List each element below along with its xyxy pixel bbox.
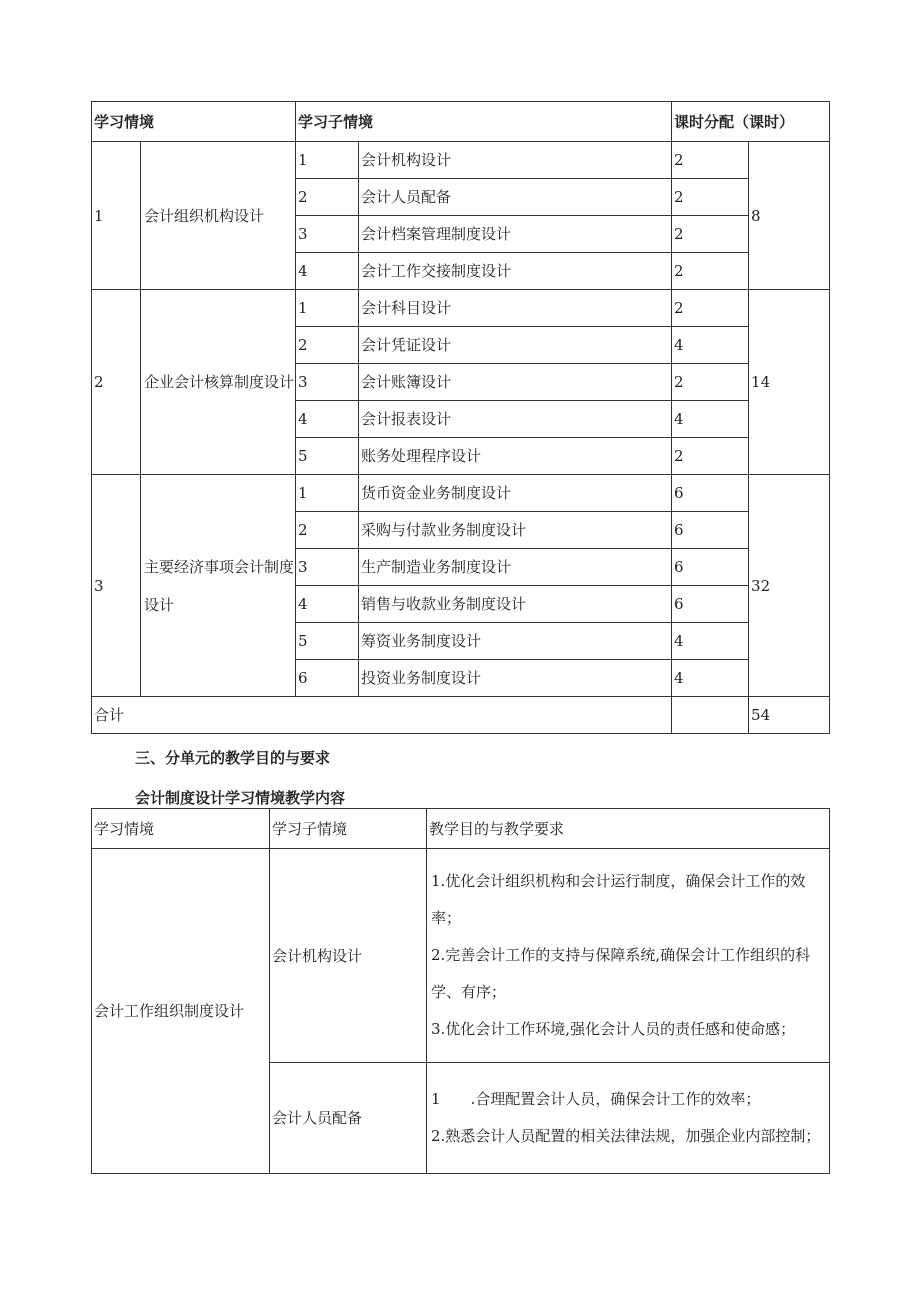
sub-situation-number: 5 — [296, 623, 359, 660]
situation-number: 2 — [92, 290, 141, 475]
sub-situation-name: 销售与收款业务制度设计 — [359, 586, 672, 623]
sub-situation-hours: 4 — [672, 327, 749, 364]
sub-situation-number: 3 — [296, 364, 359, 401]
sub-situation-name: 会计机构设计 — [359, 142, 672, 179]
header-situation: 学习情境 — [92, 102, 296, 142]
total-value: 54 — [749, 697, 830, 734]
sub-situation-name: 会计人员配备 — [359, 179, 672, 216]
sub-situation-number: 5 — [296, 438, 359, 475]
sub-situation-number: 1 — [296, 475, 359, 512]
header-sub-situation: 学习子情境 — [270, 809, 427, 849]
sub-situation-hours: 6 — [672, 549, 749, 586]
table-header-row — [92, 809, 830, 849]
sub-situation-hours: 6 — [672, 586, 749, 623]
section-heading: 三、分单元的教学目的与要求 — [135, 749, 331, 767]
sub-situation-number: 4 — [296, 586, 359, 623]
sub-situation-name: 会计科目设计 — [359, 290, 672, 327]
sub-situation-number: 4 — [296, 401, 359, 438]
course-hours-table — [91, 101, 830, 734]
situation-name: 主要经济事项会计制度设计 — [141, 475, 296, 697]
sub-situation-hours: 2 — [672, 179, 749, 216]
table-row — [92, 475, 830, 512]
sub-situation-hours: 2 — [672, 216, 749, 253]
sub-situation-name: 采购与付款业务制度设计 — [359, 512, 672, 549]
sub-situation-hours: 6 — [672, 512, 749, 549]
sub-situation-name: 会计凭证设计 — [359, 327, 672, 364]
requirement-item: 3.优化会计工作环境,强化会计人员的责任感和使命感； — [431, 1020, 796, 1038]
table-header-row — [92, 102, 830, 142]
sub-situation-hours: 2 — [672, 364, 749, 401]
sub-situation-cell: 会计人员配备 — [270, 1063, 427, 1174]
requirements-cell — [427, 1063, 830, 1174]
teaching-objectives-table — [91, 808, 830, 1174]
sub-heading: 会计制度设计学习情境教学内容 — [135, 789, 346, 807]
sub-situation-name: 会计工作交接制度设计 — [359, 253, 672, 290]
requirement-item: 2.完善会计工作的支持与保障系统,确保会计工作组织的科学、有序； — [431, 946, 811, 1001]
requirement-item: 1 .合理配置会计人员，确保会计工作的效率； — [431, 1090, 761, 1108]
total-blank-cell — [672, 697, 749, 734]
sub-situation-cell: 会计机构设计 — [270, 849, 427, 1063]
situation-name: 会计工作组织制度设计 — [94, 1002, 245, 1020]
sub-situation-number: 3 — [296, 216, 359, 253]
sub-situation-hours: 2 — [672, 290, 749, 327]
sub-situation-name: 生产制造业务制度设计 — [359, 549, 672, 586]
sub-situation-name: 投资业务制度设计 — [359, 660, 672, 697]
total-row — [92, 697, 830, 734]
sub-situation-name: 账务处理程序设计 — [359, 438, 672, 475]
sub-situation-hours: 6 — [672, 475, 749, 512]
header-hours: 课时分配（课时） — [672, 102, 830, 142]
situation-total-hours: 8 — [749, 142, 830, 290]
sub-situation-number: 2 — [296, 327, 359, 364]
sub-situation-number: 4 — [296, 253, 359, 290]
requirements-cell — [427, 849, 830, 1063]
sub-situation-name: 会计账簿设计 — [359, 364, 672, 401]
header-sub-situation: 学习子情境 — [296, 102, 672, 142]
table-row — [92, 142, 830, 179]
sub-situation-number: 1 — [296, 142, 359, 179]
situation-total-hours: 14 — [749, 290, 830, 475]
sub-situation-name: 货币资金业务制度设计 — [359, 475, 672, 512]
header-situation: 学习情境 — [92, 809, 270, 849]
situation-number: 1 — [92, 142, 141, 290]
situation-name: 企业会计核算制度设计 — [141, 290, 296, 475]
table-row — [92, 290, 830, 327]
situation-cell — [92, 849, 270, 1174]
situation-number: 3 — [92, 475, 141, 697]
sub-situation-hours: 2 — [672, 253, 749, 290]
sub-situation-number: 2 — [296, 512, 359, 549]
sub-situation-hours: 4 — [672, 401, 749, 438]
sub-situation-hours: 4 — [672, 660, 749, 697]
sub-situation-name: 筹资业务制度设计 — [359, 623, 672, 660]
sub-situation-name: 会计档案管理制度设计 — [359, 216, 672, 253]
sub-situation-number: 1 — [296, 290, 359, 327]
sub-situation-hours: 2 — [672, 142, 749, 179]
requirement-item: 2.熟悉会计人员配置的相关法律法规，加强企业内部控制； — [431, 1127, 821, 1145]
header-requirements: 教学目的与教学要求 — [427, 809, 830, 849]
sub-situation-number: 3 — [296, 549, 359, 586]
table-row — [92, 849, 830, 1063]
sub-situation-number: 2 — [296, 179, 359, 216]
situation-total-hours: 32 — [749, 475, 830, 697]
total-label: 合计 — [92, 697, 672, 734]
sub-situation-number: 6 — [296, 660, 359, 697]
requirement-item: 1.优化会计组织机构和会计运行制度，确保会计工作的效率； — [431, 872, 806, 927]
situation-name: 会计组织机构设计 — [141, 142, 296, 290]
sub-situation-hours: 4 — [672, 623, 749, 660]
sub-situation-hours: 2 — [672, 438, 749, 475]
sub-situation-name: 会计报表设计 — [359, 401, 672, 438]
